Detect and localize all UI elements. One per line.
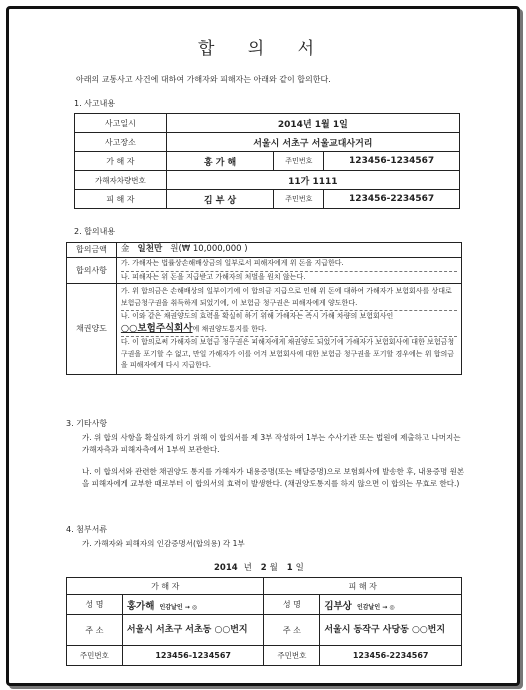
amount-prefix: 金 [120, 244, 130, 255]
vehicle-label: 가해자차량번호 [75, 171, 167, 190]
offender-sign-name: 홍가해 [126, 600, 155, 612]
date-year: 2014 [214, 563, 238, 573]
section3-heading: 3. 기타사항 [66, 419, 108, 428]
victim-address: 서울시 동작구 사당동 ○○번지 [320, 615, 462, 646]
victim-sign-name: 김부상 [324, 600, 352, 612]
offender-address: 서울시 서초구 서초동 ○○번지 [122, 615, 264, 646]
offender-seal: 인감날인 → ◎ [159, 603, 198, 611]
victim-name: 김 부 상 [166, 190, 274, 209]
document-title: 합 의 서 [197, 39, 329, 59]
table-row [67, 615, 462, 646]
transfer-cell [116, 284, 461, 375]
table-row [67, 578, 462, 595]
matter-item: 가. 가해자는 법률상손해배상금의 일부로서 피해자에게 위 돈을 지급한다. [121, 258, 457, 272]
table-row [75, 114, 460, 133]
transfer-item-na [121, 311, 457, 337]
date-month: 2 [260, 563, 267, 573]
offender-id-label-sign: 주민번호 [67, 646, 123, 666]
amount-cell [116, 243, 461, 258]
matters-cell [116, 258, 461, 284]
table-row [75, 190, 460, 209]
accident-place-label: 사고장소 [75, 133, 167, 152]
agreement-table [66, 242, 462, 375]
insurance-company: ○○보험주식회사 [120, 322, 193, 334]
victim-id-label-sign: 주민번호 [264, 646, 320, 666]
section4-heading: 4. 첨부서류 [66, 525, 108, 534]
section2-heading: 2. 합의내용 [74, 227, 116, 236]
etc-item: 나. 이 합의서와 관련한 채권양도 통지를 가해자가 내용증명(또는 배달증명)으로 보험회사에 발송한 후, 내용증명 원본을 피해자에게 교부한 때로부터 이 합의서의 효력이 발생한다. (채권양도통지를 하지 않으면 이 합의는 무효로 한다.) [82, 467, 465, 488]
victim-label: 피 해 자 [75, 190, 167, 209]
table-row [67, 646, 462, 666]
offender-name: 홍 가 해 [166, 152, 274, 171]
table-row [75, 133, 460, 152]
intro-text: 아래의 교통사고 사건에 대하여 가해자와 피해자는 아래와 같이 합의한다. [76, 75, 331, 84]
offender-id-label: 주민번호 [274, 152, 324, 171]
attachment-item: 가. 가해자와 피해자의 인감증명서(합의용) 각 1부 [82, 539, 245, 548]
accident-date-value: 2014년 1월 1일 [166, 114, 459, 133]
accident-date-label: 사고일시 [75, 114, 167, 133]
victim-sign-id: 123456-2234567 [320, 646, 462, 666]
transfer-item-ga: 가. 위 합의금은 손해배상의 일부이기에 이 합의금 지급으로 인해 위 돈에 대하여 가해자가 보험회사를 상대로 보험금청구권을 취득하게 되었기에, 이 보험금 청구권은 피해자에게 양도한다. [121, 286, 457, 311]
table-row [75, 171, 460, 190]
victim-header: 피 해 자 [264, 578, 462, 595]
date-day: 1 [286, 563, 293, 573]
offender-addr-label: 주 소 [67, 615, 123, 646]
amount-label: 합의금액 [67, 243, 117, 258]
victim-id: 123456-2234567 [324, 190, 460, 209]
victim-sign-cell [320, 595, 462, 615]
accident-place-value: 서울시 서초구 서울교대사거리 [166, 133, 459, 152]
matter-item: 나. 피해자는 위 돈을 지급받고 가해자의 처벌을 원치 않는다. [120, 272, 306, 281]
table-row [75, 152, 460, 171]
table-row [67, 284, 462, 375]
amount-number: 원(₩ 10,000,000 ) [170, 244, 248, 255]
offender-label: 가 해 자 [75, 152, 167, 171]
offender-id: 123456-1234567 [324, 152, 460, 171]
amount-korean: 일천만 [137, 244, 163, 255]
offender-header: 가 해 자 [67, 578, 264, 595]
vehicle-number: 11가 1111 [166, 171, 459, 190]
victim-name-label: 성 명 [264, 595, 320, 615]
matters-label: 합의사항 [67, 258, 117, 284]
transfer-label: 채권양도 [67, 284, 117, 375]
table-row [67, 243, 462, 258]
date-month-unit: 월 [269, 563, 278, 573]
transfer-na-text: 나. 이와 같은 채권양도의 효력을 확실히 하기 위해 가해자는 즉시 가해 차량의 보험회사인 [120, 312, 394, 320]
etc-item: 가. 위 합의 사항을 확실하게 하기 위해 이 합의서를 제 3부 작성하여 1부는 수사기관 또는 법원에 제출하고 나머지는 가해자측과 피해자측에서 1부씩 보관한다. [82, 433, 461, 454]
transfer-na-text-end: 에 채권양도통지를 한다. [192, 324, 267, 333]
victim-seal: 인감날인 → ◎ [356, 603, 395, 611]
transfer-item-da: 다. 이 합의로써 가해자의 보험금 청구권은 피해자에게 채권양도 되었기에 가해자가 보험회사에 대한 보험금청구권을 포기할 수 없고, 만일 가해자가 이를 어겨 보험회사에 대한 보험금 청구권을 포기할 경우에는 위 합의금을 피해자에게 다시 지급한다. [120, 338, 455, 369]
accident-table [74, 113, 460, 209]
signature-table [66, 577, 462, 666]
section1-heading: 1. 사고내용 [74, 99, 116, 108]
date-day-unit: 일 [295, 563, 304, 573]
date-year-unit: 년 [243, 563, 252, 573]
victim-addr-label: 주 소 [264, 615, 320, 646]
table-row [67, 595, 462, 615]
offender-name-label: 성 명 [67, 595, 123, 615]
offender-sign-cell [122, 595, 264, 615]
offender-sign-id: 123456-1234567 [122, 646, 264, 666]
agreement-date [214, 561, 304, 573]
table-row [67, 258, 462, 284]
victim-id-label: 주민번호 [274, 190, 324, 209]
